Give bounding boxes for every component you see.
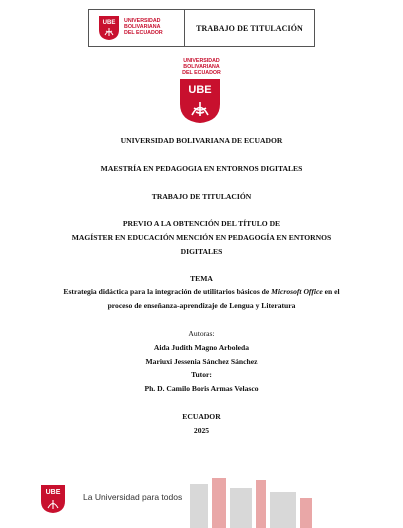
- tema-line-1: Estrategia didáctica para la integración de utilitarios básicos de Microsoft Office en el: [63, 287, 340, 296]
- page-header: [88, 9, 315, 47]
- header-university-name: UNIVERSIDAD BOLIVARIANA DEL ECUADOR: [124, 18, 163, 36]
- footer-ube-label: UBE: [45, 489, 61, 496]
- footer-ube-shield-icon: [40, 484, 66, 514]
- tema-label: TEMA: [190, 274, 213, 283]
- footer-decoration: [160, 474, 330, 528]
- author-1: Aida Judith Magno Arboleda: [153, 343, 250, 352]
- author-2: Mariuxi Jessenia Sánchez Sánchez: [145, 357, 258, 366]
- header-ube-label: UBE: [102, 20, 116, 26]
- header-logo-cell: [89, 10, 185, 46]
- header-title: TRABAJO DE TITULACIÓN: [196, 23, 303, 33]
- tema-line-2: proceso de enseñanza-aprendizaje de Lengua y Literatura: [107, 301, 296, 310]
- country: ECUADOR: [182, 412, 221, 421]
- ube-logo-shield-icon: [179, 78, 221, 124]
- year: 2025: [193, 426, 210, 435]
- university-name: UNIVERSIDAD BOLIVARIANA DE ECUADOR: [120, 136, 283, 145]
- tutor-name: Ph. D. Camilo Boris Armas Velasco: [144, 384, 259, 393]
- authors-label: Autoras:: [188, 329, 215, 338]
- degree-line-1: PREVIO A LA OBTENCIÓN DEL TÍTULO DE: [122, 219, 281, 228]
- tutor-label: Tutor:: [191, 370, 212, 379]
- logo-university-name: UNIVERSIDAD BOLIVARIANA DEL ECUADOR: [182, 58, 221, 76]
- ube-shield-icon: [98, 15, 120, 41]
- degree-line-2: MAGÍSTER EN EDUCACIÓN MENCIÓN EN PEDAGOGÍA EN ENTORNOS: [71, 233, 332, 242]
- footer-slogan: La Universidad para todos: [83, 492, 183, 502]
- logo-ube-label: UBE: [188, 84, 212, 96]
- degree-line-3: DIGITALES: [180, 247, 223, 256]
- work-type: TRABAJO DE TITULACIÓN: [151, 192, 252, 201]
- program-name: MAESTRÍA EN PEDAGOGIA EN ENTORNOS DIGITALES: [100, 164, 303, 173]
